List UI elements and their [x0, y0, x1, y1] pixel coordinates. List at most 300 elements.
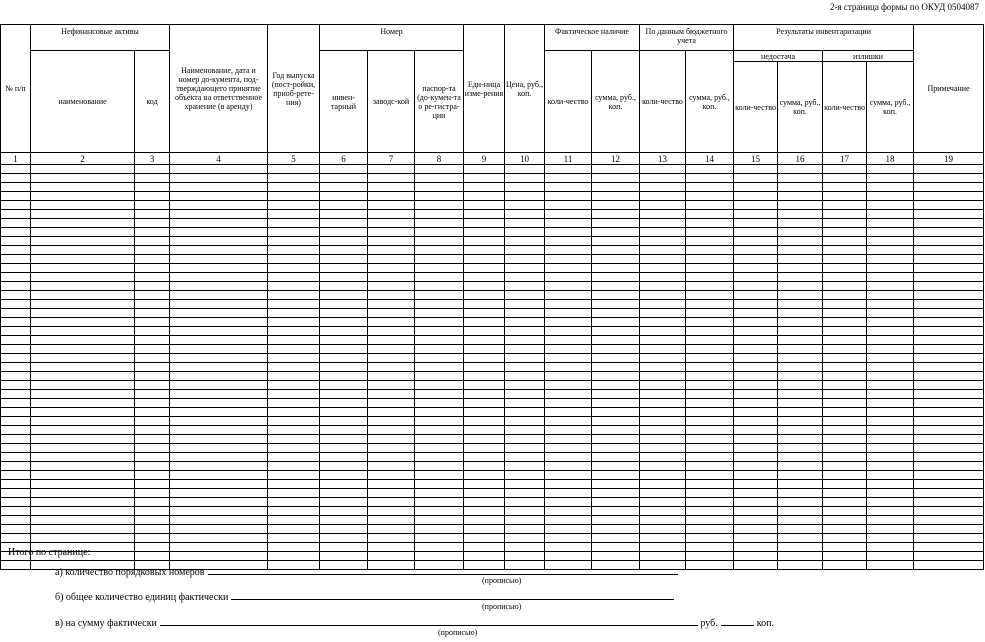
table-cell[interactable] — [170, 507, 268, 516]
table-cell[interactable] — [734, 354, 778, 363]
table-cell[interactable] — [823, 507, 867, 516]
table-cell[interactable] — [592, 318, 640, 327]
table-cell[interactable] — [592, 516, 640, 525]
table-cell[interactable] — [778, 453, 823, 462]
table-cell[interactable] — [368, 534, 415, 543]
table-cell[interactable] — [368, 408, 415, 417]
table-cell[interactable] — [778, 525, 823, 534]
table-cell[interactable] — [592, 426, 640, 435]
table-cell[interactable] — [464, 399, 505, 408]
table-cell[interactable] — [268, 543, 320, 552]
table-cell[interactable] — [640, 192, 686, 201]
table-cell[interactable] — [640, 435, 686, 444]
table-cell[interactable] — [415, 525, 464, 534]
table-cell[interactable] — [734, 390, 778, 399]
table-cell[interactable] — [31, 237, 135, 246]
totals-line-c-kop-field[interactable] — [721, 615, 754, 626]
table-cell[interactable] — [734, 219, 778, 228]
table-cell[interactable] — [823, 552, 867, 561]
table-cell[interactable] — [686, 300, 734, 309]
table-cell[interactable] — [778, 516, 823, 525]
table-cell[interactable] — [31, 273, 135, 282]
table-cell[interactable] — [778, 309, 823, 318]
table-cell[interactable] — [823, 399, 867, 408]
table-cell[interactable] — [778, 507, 823, 516]
table-cell[interactable] — [415, 219, 464, 228]
table-cell[interactable] — [1, 381, 31, 390]
table-cell[interactable] — [1, 489, 31, 498]
table-cell[interactable] — [505, 264, 545, 273]
table-cell[interactable] — [686, 309, 734, 318]
table-cell[interactable] — [686, 498, 734, 507]
table-cell[interactable] — [686, 444, 734, 453]
table-cell[interactable] — [505, 372, 545, 381]
table-cell[interactable] — [505, 192, 545, 201]
table-cell[interactable] — [734, 174, 778, 183]
table-cell[interactable] — [914, 219, 984, 228]
table-cell[interactable] — [31, 246, 135, 255]
table-cell[interactable] — [505, 534, 545, 543]
table-cell[interactable] — [505, 300, 545, 309]
table-cell[interactable] — [686, 201, 734, 210]
table-cell[interactable] — [734, 471, 778, 480]
table-cell[interactable] — [778, 426, 823, 435]
table-cell[interactable] — [170, 372, 268, 381]
table-cell[interactable] — [778, 417, 823, 426]
table-cell[interactable] — [135, 291, 170, 300]
table-cell[interactable] — [545, 552, 592, 561]
table-cell[interactable] — [1, 399, 31, 408]
table-cell[interactable] — [268, 327, 320, 336]
table-cell[interactable] — [320, 354, 368, 363]
table-cell[interactable] — [368, 543, 415, 552]
table-cell[interactable] — [686, 525, 734, 534]
table-cell[interactable] — [734, 336, 778, 345]
table-cell[interactable] — [734, 291, 778, 300]
table-cell[interactable] — [1, 237, 31, 246]
table-cell[interactable] — [734, 246, 778, 255]
table-cell[interactable] — [640, 345, 686, 354]
table-cell[interactable] — [268, 318, 320, 327]
table-cell[interactable] — [320, 390, 368, 399]
table-cell[interactable] — [778, 408, 823, 417]
table-cell[interactable] — [268, 264, 320, 273]
table-cell[interactable] — [170, 192, 268, 201]
table-cell[interactable] — [135, 435, 170, 444]
table-cell[interactable] — [1, 534, 31, 543]
table-cell[interactable] — [640, 525, 686, 534]
table-cell[interactable] — [778, 444, 823, 453]
table-cell[interactable] — [778, 480, 823, 489]
table-cell[interactable] — [464, 435, 505, 444]
table-cell[interactable] — [914, 264, 984, 273]
table-cell[interactable] — [170, 363, 268, 372]
table-cell[interactable] — [320, 552, 368, 561]
table-cell[interactable] — [268, 363, 320, 372]
table-cell[interactable] — [640, 516, 686, 525]
table-cell[interactable] — [823, 327, 867, 336]
table-cell[interactable] — [686, 372, 734, 381]
table-cell[interactable] — [415, 318, 464, 327]
table-cell[interactable] — [505, 174, 545, 183]
table-cell[interactable] — [505, 345, 545, 354]
table-cell[interactable] — [464, 354, 505, 363]
table-cell[interactable] — [1, 228, 31, 237]
table-cell[interactable] — [686, 183, 734, 192]
table-cell[interactable] — [268, 417, 320, 426]
table-cell[interactable] — [170, 489, 268, 498]
table-cell[interactable] — [320, 174, 368, 183]
table-cell[interactable] — [592, 282, 640, 291]
table-cell[interactable] — [135, 237, 170, 246]
table-cell[interactable] — [734, 507, 778, 516]
table-cell[interactable] — [545, 372, 592, 381]
table-cell[interactable] — [31, 525, 135, 534]
table-cell[interactable] — [135, 300, 170, 309]
table-cell[interactable] — [914, 381, 984, 390]
table-cell[interactable] — [545, 417, 592, 426]
table-cell[interactable] — [268, 390, 320, 399]
table-cell[interactable] — [170, 273, 268, 282]
table-cell[interactable] — [686, 462, 734, 471]
table-cell[interactable] — [31, 444, 135, 453]
table-cell[interactable] — [778, 471, 823, 480]
table-cell[interactable] — [686, 480, 734, 489]
table-cell[interactable] — [31, 174, 135, 183]
table-cell[interactable] — [592, 192, 640, 201]
table-cell[interactable] — [1, 246, 31, 255]
table-cell[interactable] — [734, 480, 778, 489]
table-cell[interactable] — [686, 435, 734, 444]
table-cell[interactable] — [734, 363, 778, 372]
table-cell[interactable] — [320, 399, 368, 408]
table-cell[interactable] — [505, 354, 545, 363]
table-cell[interactable] — [640, 399, 686, 408]
table-cell[interactable] — [867, 327, 914, 336]
table-cell[interactable] — [170, 435, 268, 444]
table-cell[interactable] — [505, 273, 545, 282]
table-cell[interactable] — [1, 354, 31, 363]
table-cell[interactable] — [778, 210, 823, 219]
table-cell[interactable] — [464, 507, 505, 516]
table-cell[interactable] — [914, 201, 984, 210]
table-cell[interactable] — [686, 354, 734, 363]
table-cell[interactable] — [640, 498, 686, 507]
table-cell[interactable] — [368, 255, 415, 264]
table-cell[interactable] — [867, 426, 914, 435]
table-cell[interactable] — [268, 381, 320, 390]
table-cell[interactable] — [867, 390, 914, 399]
table-cell[interactable] — [170, 444, 268, 453]
table-cell[interactable] — [686, 336, 734, 345]
table-cell[interactable] — [1, 471, 31, 480]
table-cell[interactable] — [823, 435, 867, 444]
table-cell[interactable] — [368, 381, 415, 390]
table-cell[interactable] — [914, 489, 984, 498]
table-cell[interactable] — [170, 354, 268, 363]
table-cell[interactable] — [867, 543, 914, 552]
table-cell[interactable] — [592, 435, 640, 444]
table-cell[interactable] — [867, 444, 914, 453]
table-cell[interactable] — [464, 534, 505, 543]
table-cell[interactable] — [268, 372, 320, 381]
table-cell[interactable] — [135, 552, 170, 561]
table-cell[interactable] — [734, 498, 778, 507]
table-cell[interactable] — [268, 201, 320, 210]
table-cell[interactable] — [268, 228, 320, 237]
table-cell[interactable] — [914, 255, 984, 264]
table-cell[interactable] — [867, 471, 914, 480]
table-cell[interactable] — [914, 462, 984, 471]
table-cell[interactable] — [415, 534, 464, 543]
table-cell[interactable] — [170, 300, 268, 309]
table-cell[interactable] — [268, 489, 320, 498]
table-cell[interactable] — [914, 561, 984, 570]
table-cell[interactable] — [867, 165, 914, 174]
table-cell[interactable] — [464, 264, 505, 273]
table-cell[interactable] — [592, 300, 640, 309]
table-cell[interactable] — [545, 237, 592, 246]
table-cell[interactable] — [464, 471, 505, 480]
table-cell[interactable] — [823, 525, 867, 534]
table-cell[interactable] — [505, 444, 545, 453]
table-cell[interactable] — [914, 165, 984, 174]
table-cell[interactable] — [135, 246, 170, 255]
table-cell[interactable] — [778, 498, 823, 507]
table-cell[interactable] — [592, 471, 640, 480]
table-cell[interactable] — [135, 534, 170, 543]
table-cell[interactable] — [734, 273, 778, 282]
table-cell[interactable] — [914, 273, 984, 282]
table-cell[interactable] — [320, 516, 368, 525]
table-cell[interactable] — [914, 435, 984, 444]
table-cell[interactable] — [135, 336, 170, 345]
table-cell[interactable] — [867, 408, 914, 417]
table-cell[interactable] — [31, 489, 135, 498]
table-cell[interactable] — [368, 309, 415, 318]
table-cell[interactable] — [734, 300, 778, 309]
table-cell[interactable] — [320, 543, 368, 552]
table-cell[interactable] — [545, 318, 592, 327]
table-cell[interactable] — [31, 327, 135, 336]
table-cell[interactable] — [320, 282, 368, 291]
table-cell[interactable] — [268, 435, 320, 444]
table-cell[interactable] — [31, 471, 135, 480]
table-cell[interactable] — [464, 552, 505, 561]
table-cell[interactable] — [545, 264, 592, 273]
table-cell[interactable] — [320, 534, 368, 543]
table-cell[interactable] — [368, 210, 415, 219]
table-cell[interactable] — [415, 426, 464, 435]
table-cell[interactable] — [505, 210, 545, 219]
table-cell[interactable] — [464, 201, 505, 210]
table-cell[interactable] — [320, 363, 368, 372]
table-cell[interactable] — [268, 336, 320, 345]
table-cell[interactable] — [1, 345, 31, 354]
table-cell[interactable] — [31, 354, 135, 363]
table-cell[interactable] — [686, 426, 734, 435]
table-cell[interactable] — [823, 273, 867, 282]
table-cell[interactable] — [914, 291, 984, 300]
table-cell[interactable] — [1, 444, 31, 453]
table-cell[interactable] — [734, 210, 778, 219]
table-cell[interactable] — [135, 363, 170, 372]
table-cell[interactable] — [320, 417, 368, 426]
table-cell[interactable] — [170, 534, 268, 543]
table-cell[interactable] — [415, 489, 464, 498]
table-cell[interactable] — [592, 291, 640, 300]
table-cell[interactable] — [320, 273, 368, 282]
table-cell[interactable] — [867, 318, 914, 327]
table-cell[interactable] — [867, 480, 914, 489]
table-cell[interactable] — [505, 282, 545, 291]
table-cell[interactable] — [31, 300, 135, 309]
table-cell[interactable] — [368, 201, 415, 210]
table-cell[interactable] — [914, 318, 984, 327]
table-cell[interactable] — [268, 282, 320, 291]
table-cell[interactable] — [867, 399, 914, 408]
table-cell[interactable] — [415, 417, 464, 426]
table-cell[interactable] — [545, 399, 592, 408]
table-cell[interactable] — [505, 408, 545, 417]
table-cell[interactable] — [415, 291, 464, 300]
table-cell[interactable] — [135, 201, 170, 210]
table-cell[interactable] — [320, 291, 368, 300]
table-cell[interactable] — [415, 165, 464, 174]
table-cell[interactable] — [734, 345, 778, 354]
table-cell[interactable] — [1, 390, 31, 399]
table-cell[interactable] — [545, 543, 592, 552]
table-cell[interactable] — [505, 417, 545, 426]
table-cell[interactable] — [640, 327, 686, 336]
table-cell[interactable] — [505, 498, 545, 507]
table-cell[interactable] — [268, 219, 320, 228]
table-cell[interactable] — [170, 462, 268, 471]
table-cell[interactable] — [135, 372, 170, 381]
table-cell[interactable] — [1, 309, 31, 318]
table-cell[interactable] — [640, 489, 686, 498]
table-cell[interactable] — [545, 282, 592, 291]
table-cell[interactable] — [31, 381, 135, 390]
table-cell[interactable] — [170, 282, 268, 291]
table-cell[interactable] — [914, 426, 984, 435]
table-cell[interactable] — [368, 282, 415, 291]
table-cell[interactable] — [368, 228, 415, 237]
table-cell[interactable] — [31, 363, 135, 372]
table-cell[interactable] — [1, 363, 31, 372]
table-cell[interactable] — [31, 309, 135, 318]
table-cell[interactable] — [545, 174, 592, 183]
table-cell[interactable] — [686, 363, 734, 372]
table-cell[interactable] — [464, 408, 505, 417]
table-cell[interactable] — [1, 165, 31, 174]
table-cell[interactable] — [734, 183, 778, 192]
table-cell[interactable] — [686, 390, 734, 399]
table-cell[interactable] — [1, 210, 31, 219]
table-cell[interactable] — [464, 282, 505, 291]
table-cell[interactable] — [545, 192, 592, 201]
table-cell[interactable] — [867, 336, 914, 345]
table-cell[interactable] — [823, 381, 867, 390]
table-cell[interactable] — [592, 462, 640, 471]
table-cell[interactable] — [31, 318, 135, 327]
table-cell[interactable] — [464, 183, 505, 192]
table-cell[interactable] — [320, 507, 368, 516]
table-cell[interactable] — [170, 219, 268, 228]
table-cell[interactable] — [368, 453, 415, 462]
table-cell[interactable] — [170, 165, 268, 174]
table-cell[interactable] — [320, 480, 368, 489]
table-cell[interactable] — [914, 516, 984, 525]
table-cell[interactable] — [592, 480, 640, 489]
table-cell[interactable] — [415, 300, 464, 309]
table-cell[interactable] — [505, 399, 545, 408]
table-cell[interactable] — [1, 498, 31, 507]
table-cell[interactable] — [268, 345, 320, 354]
table-cell[interactable] — [415, 228, 464, 237]
totals-line-c-rub-field[interactable] — [160, 615, 698, 626]
table-cell[interactable] — [464, 327, 505, 336]
table-cell[interactable] — [31, 435, 135, 444]
table-cell[interactable] — [592, 264, 640, 273]
table-cell[interactable] — [368, 174, 415, 183]
table-cell[interactable] — [823, 228, 867, 237]
table-cell[interactable] — [545, 255, 592, 264]
table-cell[interactable] — [170, 453, 268, 462]
table-cell[interactable] — [415, 381, 464, 390]
table-cell[interactable] — [592, 183, 640, 192]
table-cell[interactable] — [734, 228, 778, 237]
table-cell[interactable] — [686, 552, 734, 561]
table-cell[interactable] — [592, 345, 640, 354]
table-cell[interactable] — [1, 453, 31, 462]
table-cell[interactable] — [823, 300, 867, 309]
table-cell[interactable] — [640, 426, 686, 435]
table-cell[interactable] — [368, 183, 415, 192]
table-cell[interactable] — [368, 318, 415, 327]
table-cell[interactable] — [31, 201, 135, 210]
table-cell[interactable] — [778, 255, 823, 264]
table-cell[interactable] — [464, 372, 505, 381]
table-cell[interactable] — [268, 453, 320, 462]
table-cell[interactable] — [734, 237, 778, 246]
table-cell[interactable] — [640, 363, 686, 372]
table-cell[interactable] — [1, 183, 31, 192]
table-cell[interactable] — [135, 192, 170, 201]
table-cell[interactable] — [823, 543, 867, 552]
table-cell[interactable] — [1, 426, 31, 435]
table-cell[interactable] — [778, 372, 823, 381]
table-cell[interactable] — [268, 444, 320, 453]
table-cell[interactable] — [592, 498, 640, 507]
table-cell[interactable] — [640, 273, 686, 282]
table-cell[interactable] — [640, 201, 686, 210]
table-cell[interactable] — [505, 336, 545, 345]
table-cell[interactable] — [778, 561, 823, 570]
table-cell[interactable] — [823, 246, 867, 255]
table-cell[interactable] — [867, 381, 914, 390]
table-cell[interactable] — [135, 309, 170, 318]
table-cell[interactable] — [640, 174, 686, 183]
table-cell[interactable] — [778, 291, 823, 300]
table-cell[interactable] — [464, 453, 505, 462]
table-cell[interactable] — [734, 318, 778, 327]
table-cell[interactable] — [640, 417, 686, 426]
table-cell[interactable] — [640, 408, 686, 417]
table-cell[interactable] — [823, 471, 867, 480]
table-cell[interactable] — [823, 219, 867, 228]
table-cell[interactable] — [505, 255, 545, 264]
